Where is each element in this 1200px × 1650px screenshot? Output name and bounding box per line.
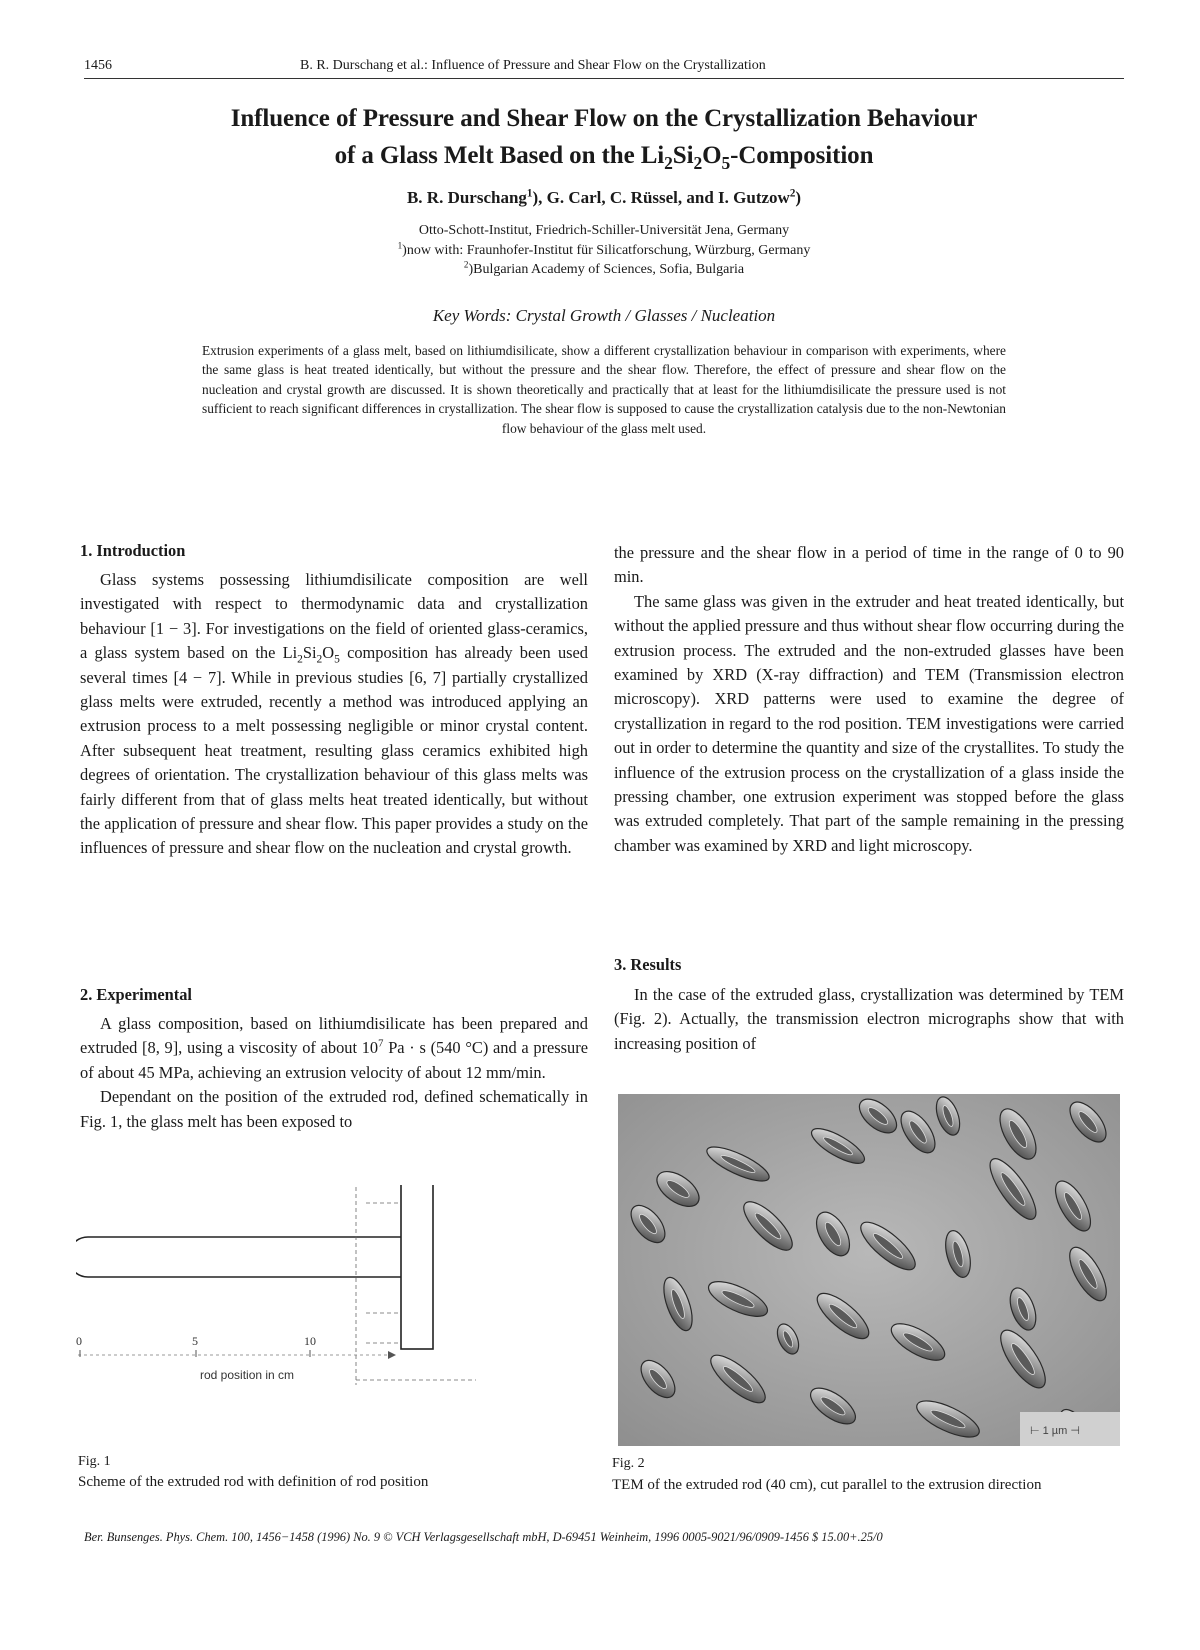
author-1: B. R. Durschang — [406, 188, 527, 207]
figure-2-tem-micrograph — [618, 1094, 1120, 1446]
experimental-paragraph-2: Dependant on the position of the extruded rod, defined schematically in Fig. 1, the glass melt has been exposed to — [80, 1087, 588, 1131]
formula-li-sub: 2 — [664, 153, 673, 173]
affiliation-2 — [84, 240, 1124, 259]
column2-paragraph-1: the pressure and the shear flow in a period of time in the range of 0 to 90 min. — [614, 543, 1124, 587]
figure-2-label: Fig. 2 — [612, 1456, 645, 1471]
introduction-body — [80, 568, 588, 861]
micrograph-background — [618, 1094, 1120, 1446]
section-heading-results: 3. Results — [614, 955, 682, 974]
tick-label-0: 0 — [76, 1334, 82, 1348]
experimental-paragraph-1 — [80, 1012, 588, 1085]
author-4-close: ) — [795, 188, 802, 207]
experimental-continuation — [614, 541, 1124, 858]
affiliation-1: Otto-Schott-Institut, Friedrich-Schiller-Universität Jena, Germany — [418, 223, 790, 238]
formula-li: Li — [640, 142, 665, 169]
keywords: Key Words: Crystal Growth / Glasses / Nucleation — [432, 306, 776, 325]
figure-1-label: Fig. 1 — [78, 1454, 111, 1469]
intro-text-b: composition has already been used several times [4 − 7]. While in previous studies [6, 7] partially crystallized glass melts were extruded, recently a method was introduced applying an extrusion process to a melt possessing negligible or minor crystal content. After subsequent heat treatment, resulting glass ceramics exhibited high degrees of orientation. The crystallization behaviour of this glass melts was fairly different from that of glass melts heat treated identically, but without the application of pressure and shear flow. This paper provides a study on the influences of pressure and shear flow on the nucleation and crystal growth. — [80, 643, 588, 858]
journal-footer: Ber. Bunsenges. Phys. Chem. 100, 1456−1458 (1996) No. 9 © VCH Verlagsgesellschaft mbH, D-69451 Weinheim, 1996 0005-9021/96/0909-1456 $ 15.00+.25/0 — [84, 1530, 883, 1544]
tick-label-5: 5 — [192, 1334, 198, 1348]
figure-2-caption: TEM of the extruded rod (40 cm), cut parallel to the extrusion direction — [612, 1477, 1042, 1493]
paper-title-line-2 — [84, 142, 1124, 173]
axis-arrowhead — [388, 1351, 396, 1359]
title-line2-suffix: -Composition — [730, 142, 874, 169]
intro-formula-li: Li — [282, 643, 298, 663]
tick-label-10: 10 — [304, 1334, 316, 1348]
paper-title-line-1: Influence of Pressure and Shear Flow on the Crystallization Behaviour — [230, 105, 978, 132]
intro-formula-si-sub: 2 — [316, 653, 323, 666]
extruded-rod — [76, 1237, 401, 1277]
affiliation-3-text: )Bulgarian Academy of Sciences, Sofia, Bulgaria — [468, 262, 745, 277]
intro-text-a: Glass systems possessing lithiumdisilicate composition are well investigated with respect to thermodynamic data and crystallization behaviour [1 − 3]. For investigations on the field of oriented glass-ceramics, a glass system based on the — [80, 570, 588, 663]
formula-si-sub: 2 — [693, 153, 703, 173]
page-number: 1456 — [84, 58, 112, 73]
affiliation-2-text: )now with: Fraunhofer-Institut für Silicatforschung, Würzburg, Germany — [402, 243, 811, 258]
header-rule — [84, 78, 1124, 79]
exp-text-b: Pa · s (540 °C) and a pressure of about 45 MPa, achieving an extrusion velocity of about 12 mm/min. — [80, 1038, 588, 1082]
author-list — [84, 188, 1124, 208]
other-authors: , G. Carl, C. Rüssel, and I. Gutzow — [538, 188, 790, 207]
formula-si: Si — [672, 142, 694, 169]
title-line2-prefix: of a Glass Melt Based on the — [334, 142, 641, 169]
exp-text-a: A glass composition, based on lithiumdisilicate has been prepared and extruded [8, 9], using a viscosity of about 10 — [80, 1014, 588, 1058]
affiliation-3-mark: 2 — [463, 259, 469, 270]
axis-label: rod position in cm — [200, 1368, 295, 1382]
affiliation-3 — [84, 259, 1124, 278]
pressing-die — [401, 1185, 433, 1349]
introduction-paragraph — [80, 568, 588, 861]
formula-o-sub: 5 — [721, 153, 731, 173]
section-heading-experimental: 2. Experimental — [80, 985, 192, 1004]
intro-formula-li-sub: 2 — [297, 653, 303, 666]
intro-formula-o: O — [322, 643, 335, 663]
experimental-body — [80, 1012, 588, 1134]
affiliation-2-mark: 1 — [397, 240, 403, 251]
exp-exponent: 7 — [378, 1038, 384, 1050]
intro-formula-o-sub: 5 — [334, 653, 340, 666]
author-1-mark: 1 — [526, 187, 533, 200]
author-1-close: ) — [532, 188, 539, 207]
formula-o: O — [702, 142, 722, 169]
results-body — [614, 983, 1124, 1056]
results-paragraph-1: In the case of the extruded glass, crystallization was determined by TEM (Fig. 2). Actually, the transmission electron micrographs show that with increasing position of — [614, 985, 1124, 1053]
abstract: Extrusion experiments of a glass melt, based on lithiumdisilicate, show a different crystallization behaviour in comparison with experiments, where the same glass is heat treated identically, but without the pressure and the shear flow. Therefore, the effect of pressure and shear flow on the nucleation and crystal growth are discussed. It is shown theoretically and practically that at least for the lithiumdisilicate the pressure used is not sufficient to reach significant differences in crystallization. The shear flow is supposed to cause the crystallization catalysis due to the non-Newtonian flow behaviour of the glass melt used. — [202, 343, 1006, 436]
section-heading-introduction: 1. Introduction — [80, 541, 186, 560]
scale-bar-label: ⊢ 1 µm ⊣ — [1030, 1425, 1080, 1437]
figure-1-caption: Scheme of the extruded rod with definition of rod position — [78, 1474, 429, 1490]
running-title: B. R. Durschang et al.: Influence of Pressure and Shear Flow on the Crystallization — [300, 58, 766, 73]
figure-1-rod-scheme — [76, 1185, 596, 1485]
author-4-mark: 2 — [789, 187, 796, 200]
intro-formula-si: Si — [302, 643, 317, 663]
column2-paragraph-2: The same glass was given in the extruder and heat treated identically, but without the applied pressure and thus without shear flow occurring during the extrusion process. The extruded and the non-extruded glasses have been examined by XRD (X-ray diffraction) and TEM (Transmission electron microscopy). XRD patterns were used to examine the degree of crystallization in regard to the rod position. TEM investigations were carried out in order to determine the quantity and size of the crystallites. To study the influence of the extrusion process on the crystallization of a glass inside the pressing chamber, one extrusion experiment was stopped before the glass was extruded completely. That part of the sample remaining in the pressing chamber was examined by XRD and light microscopy. — [614, 591, 1124, 855]
